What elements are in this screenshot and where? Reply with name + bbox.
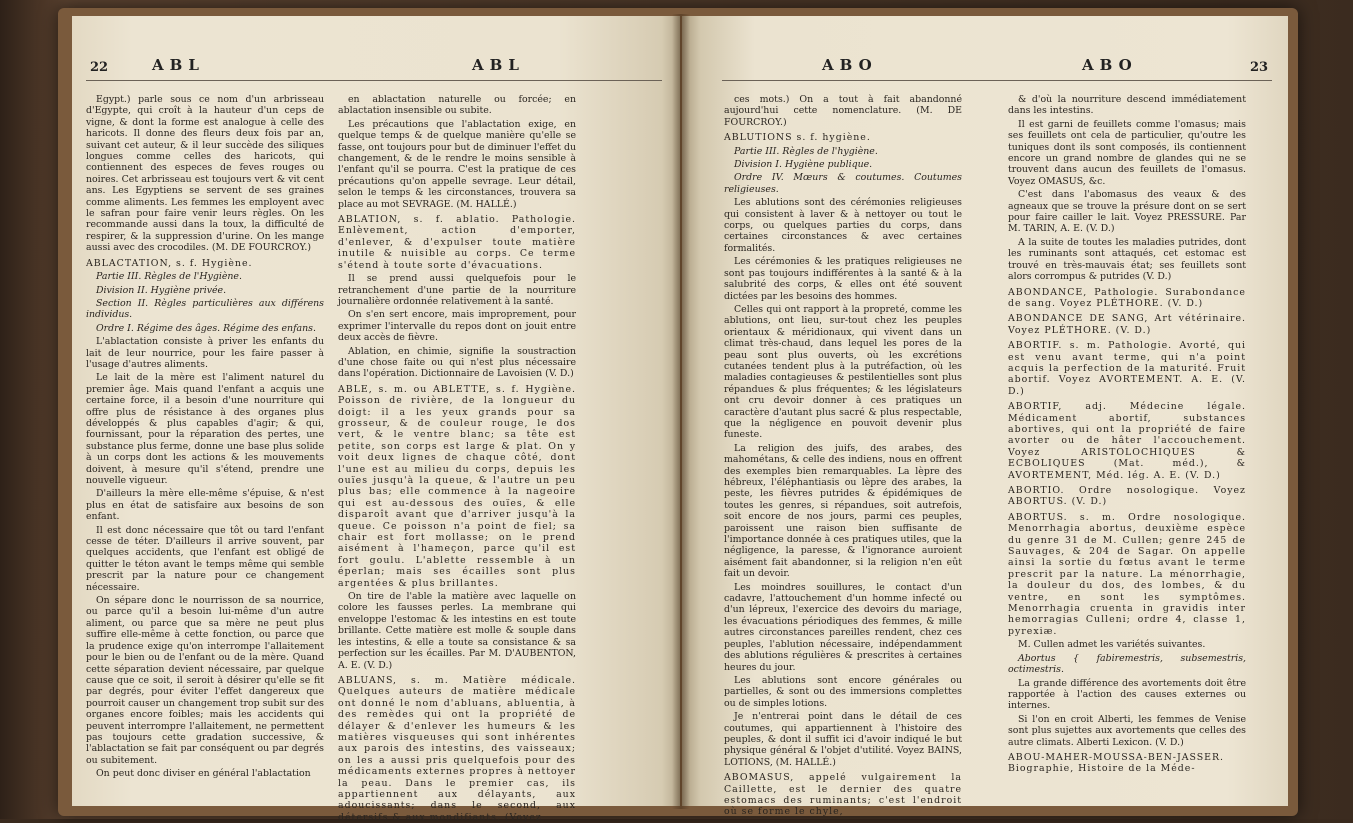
text-block: Les ablutions sont encore générales ou partielles, & sont ou des immersions complettes ou de simples lotions. xyxy=(724,674,962,709)
text-block: Ordre I. Régime des âges. Régime des enfans. xyxy=(96,322,316,334)
text-block: Je n'entrerai point dans le détail de ces coutumes, qui appartiennent à l'histoire des peuples, & dont il suffit ici d'avoir indiqué le but physique général & l'objet d'utilité. Voyez BAINS, LOTIONS, (M. HALLÉ.) xyxy=(724,711,962,768)
entry-heading: ABLUTIONS s. f. hygiène. xyxy=(724,132,871,144)
text-block: Les précautions que l'ablactation exige, en quelque temps & de quelque manière qu'elle se fasse, ont toujours pour but de diminuer l'effet du changement, & de le rendre le moins sensible à l'enfant qu'il se pourra. C'est la pratique de ces précautions qu'on appelle sevrage. Leur détail, selon le temps & les circonstances, trouvera sa place au mot SEVRAGE. (M. HALLÉ.) xyxy=(338,118,576,210)
left-running-head-left: ABL xyxy=(152,56,205,74)
text-block: On sépare donc le nourrisson de sa nourrice, ou parce qu'il a besoin lui-même d'un autre aliment, ou parce que sa mère ne peut plus suffire elle-même à cette fonction, ou parce que la prudence exige qu'on interrompe l'allaitement pour le bien ou de l'enfant ou de la mère. Quand cette séparation devient nécessaire, par quelque cause que ce soit, il seroit à désirer qu'elle se fit par degrés, pour éviter l'effet dangereux que pourroit causer un changement trop subit sur des organes encore foibles; mais les accidents qui peuvent interrompre l'allaitement, ne permettent pas toujours cette gradation successive, & l'ablactation se fait par conséquent ou par degrés ou subitement. xyxy=(86,595,324,766)
right-column-1 xyxy=(724,94,962,818)
entry-heading: ABLACTATION, s. f. Hygiène. xyxy=(86,257,253,269)
text-block: Section II. Règles particulières aux différens individus. xyxy=(86,297,324,321)
left-header-rule xyxy=(86,80,662,81)
entry-heading: ABOU-MAHER-MOUSSA-BEN-JASSER. Biographie, Histoire de la Méde- xyxy=(1008,751,1225,775)
text-block: Celles qui ont rapport à la propreté, comme les ablutions, ont lieu, sur-tout chez les peuples orientaux & méridionaux, qui vivent dans un climat très-chaud, dans lequel les pores de la peau sont plus ouverts, où les excrétions cutanées tendent plus à la putréfaction, où les maladies contagieuses & pestilentielles sont plus répandues & plus fréquentes; & les législateurs ont cru devoir donner à ces pratiques un caractère d'autant plus sacré & plus respectable, que la négligence en pouvoit devenir plus funeste. xyxy=(724,303,962,441)
entry-heading: ABONDANCE DE SANG, Art vétérinaire. Voyez PLÉTHORE. (V. D.) xyxy=(1008,313,1246,336)
left-column-1 xyxy=(86,94,324,794)
text-block: Partie III. Règles de l'Hygiène. xyxy=(96,271,242,283)
text-block: Division II. Hygiène privée. xyxy=(96,284,227,296)
text-block: ces mots.) On a tout à fait abandonné aujourd'hui cette nomenclature. (M. DE FOURCROY.) xyxy=(724,94,962,128)
text-block: La grande différence des avortements doit être rapportée à l'action des causes externes ou internes. xyxy=(1008,677,1246,712)
entry-heading: ABORTIO. Ordre nosologique. Voyez ABORTUS. (V. D.) xyxy=(1008,485,1246,508)
text-block: L'ablactation consiste à priver les enfants du lait de leur nourrice, pour les faire passer à l'usage d'autres aliments. xyxy=(86,336,324,370)
text-block: Les cérémonies & les pratiques religieuses ne sont pas toujours indifférentes à la santé & à la salubrité des corps, & elles ont été souvent dictées par les besoins des hommes. xyxy=(724,256,962,302)
text-block: Egypt.) parle sous ce nom d'un arbrisseau d'Egypte, qui croît à la hauteur d'un ceps de vigne, & dont la forme est analogue à celle des haricots. Il donne des fleurs deux fois par an, suivant cet auteur, & il leur succède des siliques longues comme celles des haricots, qui contiennent des especes de feves rouges ou noires. Cet arbrisseau est toujours vert & vit cent ans. Les Egyptiens se servent de ses graines comme aliments. Les femmes les employent avec le safran pour faire venir leurs règles. On les recommande aussi dans la toux, la difficulté de respirer, & la suppression d'urine. On les mange aussi avec des crocodiles. (M. DE FOURCROY.) xyxy=(86,94,324,254)
entry-heading: ABLE, s. m. ou ABLETTE, s. f. Hygiène. Poisson de rivière, de la longueur du doigt: il a les yeux grands pour sa grosseur, & de couleur rouge, le dos vert, & le ventre blanc; sa tête est petite, son corps est large & plat. On y voit deux lignes de chaque côté, dont l'une est au milieu du corps, depuis les ouïes jusqu'à la queue, & l'autre un peu plus bas; elle commence à la nageoire qui est au-dessous des ouïes, & elle disparoît avant que d'arriver jusqu'à la queue. Ce poisson n'a point de fiel; sa chair est fort mollasse; on le prend aisément à l'hameçon, parce qu'il est fort goulu. L'ablette ressemble à un éperlan; mais ses écailles sont plus argentées & plus brillantes. xyxy=(338,383,576,589)
text-block: Division I. Hygiène publique. xyxy=(734,159,873,171)
text-block: Il se prend aussi quelquefois pour le retranchement d'une partie de la nourriture journalière ordonnée relativement à la santé. xyxy=(338,273,576,307)
text-block: La religion des juifs, des arabes, des mahométans, & celle des indiens, nous en offrent des exemples bien remarquables. La lèpre des hébreux, l'éléphantiasis ou lèpre des arabes, la peste, les fièvres putrides & épidémiques de toutes les genres, si répandues, soit autrefois, soit encore de nos jours, parmi ces peuples, paroissent une raison bien suffisante de l'importance donnée à ces pratiques utiles, que la négligence, la paresse, & l'ignorance auroient aisément fait abandonner, si la religion n'en eût fait un devoir. xyxy=(724,442,962,580)
text-block: Il est garni de feuillets comme l'omasus; mais ses feuillets ont cela de particulier, qu'outre les tuniques dont ils sont composés, ils contiennent encore un grand nombre de glandes qui ne se trouvent dans aucun des feuillets de l'omasus. Voyez OMASUS, &c. xyxy=(1008,118,1246,187)
text-block: Les ablutions sont des cérémonies religieuses qui consistent à laver & à nettoyer ou tout le corps, ou quelques parties du corps, dans certaines circonstances & avec certaines formalités. xyxy=(724,197,962,254)
entry-heading: ABLUANS, s. m. Matière médicale. Quelques auteurs de matière médicale ont donné le nom d'abluans, abluentia, à des remèdes qui ont la propriété de délayer & d'enlever les humeurs & les matières visqueuses qui sont inhérentes aux parois des intestins, des vaisseaux; on les a aussi pris quelquefois pour des médicaments externes propres à nettoyer la peau. Dans le premier cas, ils appartiennent aux délayants, aux adoucissants; dans le second, aux détersifs & aux mondifiants. (Voyez xyxy=(338,674,576,823)
entry-heading: ABORTUS. s. m. Ordre nosologique. Menorrhagia abortus, deuxième espèce du genre 31 de M. Cullen; genre 245 de Sauvages, & 204 de Sagar. On appelle ainsi la sortie du fœtus avant le terme prescrit par la nature. La ménorrhagie, la douleur du dos, des lombes, & du ventre, en sont les symptômes. Menorrhagia cruenta in gravidis inter hemorragias Culleni; ordre 4, classe 1, pyrexiæ. xyxy=(1008,511,1246,637)
text-block: On s'en sert encore, mais improprement, pour exprimer l'intervalle du repos dont on jouit entre deux accès de fièvre. xyxy=(338,309,576,344)
text-block: On tire de l'able la matière avec laquelle on colore les fausses perles. La membrane qui enveloppe l'estomac & les intestins en est toute brillante. Cette matière est molle & souple dans les intestins, & elle a toute sa consistance & sa perfection sur les écailles. Par M. D'AUBENTON, A. E. (V. D.) xyxy=(338,591,576,671)
text-block: D'ailleurs la mère elle-même s'épuise, & n'est plus en état de satisfaire aux besoins de son enfant. xyxy=(86,488,324,523)
text-block: C'est dans l'abomasus des veaux & des agneaux que se trouve la présure dont on se sert pour faire cailler le lait. Voyez PRESSURE. Par M. TARIN, A. E. (V. D.) xyxy=(1008,189,1246,235)
text-block: en ablactation naturelle ou forcée; en ablactation insensible ou subite. xyxy=(338,94,576,117)
text-block: Il est donc nécessaire que tôt ou tard l'enfant cesse de téter. D'ailleurs il arrive souvent, par quelques accidents, que l'enfant est obligé de quitter le téton avant le temps même qui semble prescrit par la nature pour ce changement nécessaire. xyxy=(86,524,324,593)
text-block: Si l'on en croit Alberti, les femmes de Venise sont plus sujettes aux avortements que celles des autre climats. Alberti Lexicon. (V. D.) xyxy=(1008,713,1246,748)
text-block: Abortus { fabiremestris, subsemestris, octimestris. xyxy=(1008,652,1246,676)
right-page-number: 23 xyxy=(1250,60,1269,75)
entry-heading: ABONDANCE, Pathologie. Surabondance de sang. Voyez PLÉTHORE. (V. D.) xyxy=(1008,286,1246,309)
entry-heading: ABLATION, s. f. ablatio. Pathologie. Enlèvement, action d'emporter, d'enlever, & d'expulser toute matière inutile & nuisible au corps. Ce terme s'étend à toute sorte d'évacuations. xyxy=(338,214,576,271)
text-block: Partie III. Règles de l'hygiène. xyxy=(734,145,878,157)
entry-heading: ABORTIF. s. m. Pathologie. Avorté, qui est venu avant terme, qui n'a point acquis la perfection de la maturité. Fruit abortif. Voyez AVORTEMENT. A. E. (V. D.) xyxy=(1008,340,1246,397)
text-block: & d'où la nourriture descend immédiatement dans les intestins. xyxy=(1008,94,1246,117)
entry-heading: ABOMASUS, appelé vulgairement la Caillette, est le dernier des quatre estomacs des ruminants; c'est l'endroit où se forme le chyle, xyxy=(724,772,962,818)
book-gutter xyxy=(672,14,690,809)
text-block: Ordre IV. Mœurs & coutumes. Coutumes religieuses. xyxy=(724,172,962,195)
text-block: On peut donc diviser en général l'ablactation xyxy=(96,768,311,780)
right-running-head-right: ABO xyxy=(1082,56,1138,74)
left-running-head-right: ABL xyxy=(472,56,525,74)
text-block: A la suite de toutes les maladies putrides, dont les ruminants sont attaqués, cet estomac est trouvé en très-mauvais état; ses feuillets sont alors corrompus & putrides (V. D.) xyxy=(1008,236,1246,283)
entry-heading: ABORTIF, adj. Médecine légale. Médicament abortif, substances abortives, qui ont la propriété de faire avorter ou de hâter l'accouchement. Voyez ARISTOLOCHIQUES & ECBOLIQUES (Mat. méd.), & AVORTEMENT, Méd. lég. A. E. (V. D.) xyxy=(1008,401,1246,481)
left-column-2 xyxy=(338,94,576,823)
left-page-number: 22 xyxy=(90,60,109,75)
right-running-head-left: ABO xyxy=(822,56,878,74)
text-block: Les moindres souillures, le contact d'un cadavre, l'attouchement d'un homme infecté ou d'un lépreux, l'exercice des devoirs du mariage, les évacuations périodiques des femmes, & mille autres circonstances pareilles rendent, chez ces peuples, l'ablution nécessaire, indépendamment des ablutions régulières & prescrites à certaines heures du jour. xyxy=(724,581,962,673)
left-page xyxy=(72,16,680,823)
text-block: Ablation, en chimie, signifie la soustraction d'une chose faite ou qui n'est plus nécessaire dans l'opération. Dictionnaire de Lavoisien (V. D.) xyxy=(338,345,576,380)
text-block: Le lait de la mère est l'aliment naturel du premier âge. Mais quand l'enfant a acquis une certaine force, il a besoin d'une nourriture qui offre plus de résistance à des organes plus développés & plus capables d'agir; & qui, fournissant, pour la réparation des pertes, une substance plus ferme, donne une base plus solide à un corps dont les actions & les mouvements doivent, à mesure qu'il s'étend, prendre une nouvelle vigueur. xyxy=(86,372,324,486)
text-block: M. Cullen admet les variétés suivantes. xyxy=(1018,639,1206,651)
right-header-rule xyxy=(722,80,1272,81)
right-column-2 xyxy=(1008,94,1246,794)
right-page xyxy=(682,16,1288,818)
